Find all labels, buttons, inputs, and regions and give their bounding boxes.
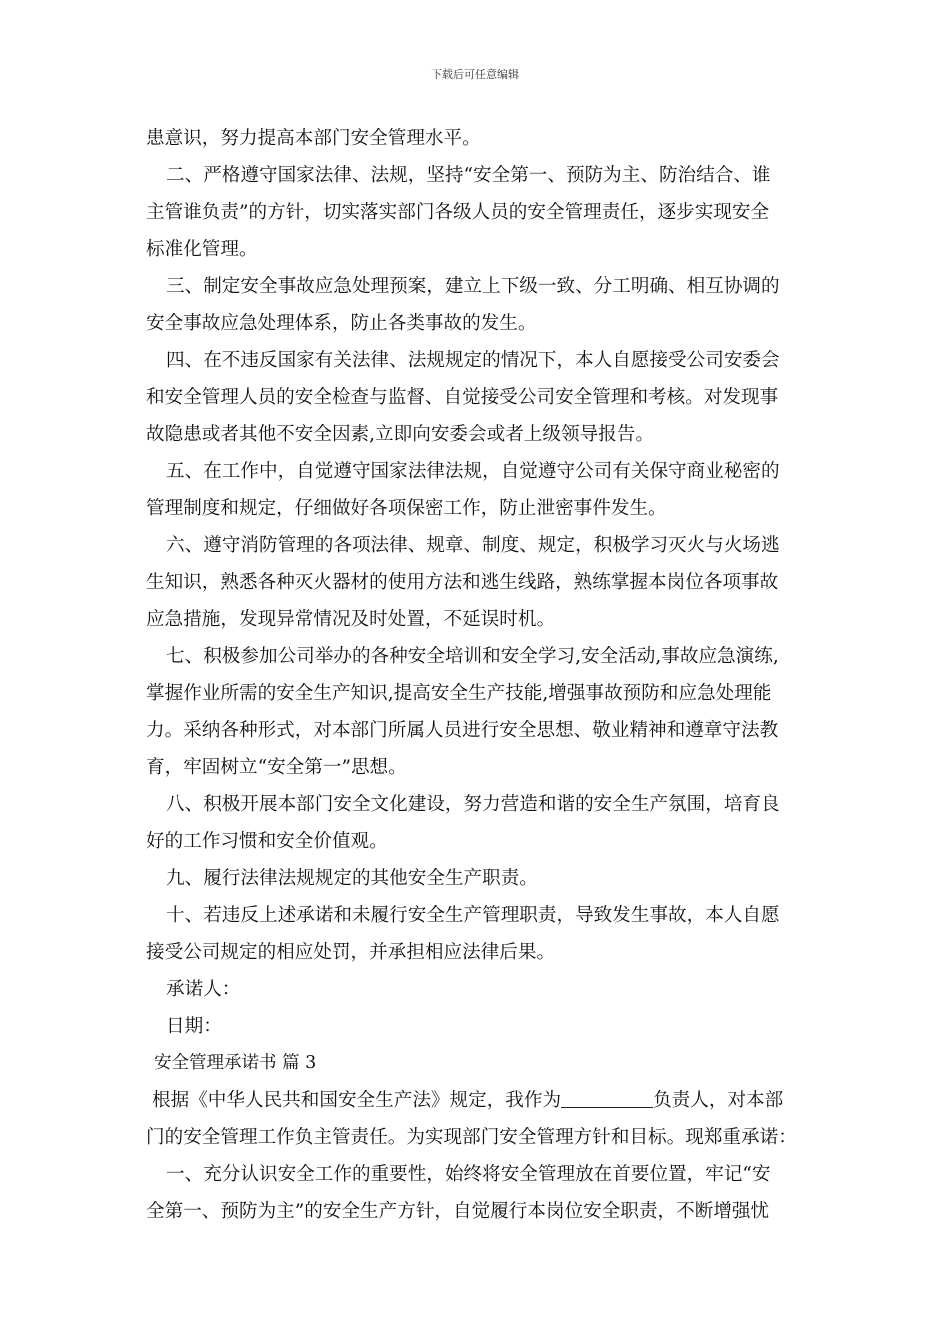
fill-in-line [146, 1082, 806, 1119]
text-line: 故隐患或者其他不安全因素,立即向安委会或者上级领导报告。 [146, 424, 654, 445]
text-line: 八、积极开展本部门安全文化建设，努力营造和谐的安全生产氛围，培育良 [166, 794, 780, 815]
text-line: 七、积极参加公司举办的各种安全培训和安全学习,安全活动,事故应急演练, [166, 646, 779, 667]
text-line: 五、在工作中，自觉遵守国家法律法规，自觉遵守公司有关保守商业秘密的 [166, 461, 780, 482]
text-line: 力。采纳各种形式，对本部门所属人员进行安全思想、敬业精神和遵章守法教 [146, 720, 779, 741]
text-line: 日期： [166, 1016, 222, 1037]
paragraph-block [146, 120, 806, 1082]
text-line: 二、严格遵守国家法律、法规，坚持“安全第一、预防为主、防治结合、谁 [166, 165, 771, 186]
text-line: 管理制度和规定，仔细做好各项保密工作，防止泄密事件发生。 [146, 498, 667, 519]
text-line: 应急措施，发现异常情况及时处置，不延误时机。 [146, 609, 556, 630]
fill-in-blank[interactable] [561, 1087, 653, 1108]
text-line: 标准化管理。 [146, 239, 258, 260]
fill-line-after: 负责人，对本部 [653, 1090, 784, 1111]
text-line: 生知识，熟悉各种灭火器材的使用方法和逃生线路，熟练掌握本岗位各项事故 [146, 572, 779, 593]
text-line: 育，牢固树立“安全第一”思想。 [146, 757, 407, 778]
text-line: 六、遵守消防管理的各项法律、规章、制度、规定，积极学习灭火与火场逃 [166, 535, 780, 556]
text-line: 十、若违反上述承诺和未履行安全生产管理职责，导致发生事故，本人自愿 [166, 905, 780, 926]
section-title: 安全管理承诺书 篇 3 [154, 1053, 317, 1073]
text-line: 安全事故应急处理体系，防止各类事故的发生。 [146, 313, 537, 334]
text-line: 九、履行法律法规规定的其他安全生产职责。 [166, 868, 538, 889]
page-header: 下载后可任意编辑 [431, 68, 519, 81]
text-line: 好的工作习惯和安全价值观。 [146, 831, 388, 852]
text-line: 承诺人： [166, 979, 241, 1000]
fill-line-before: 根据《中华人民共和国安全生产法》规定，我作为 [152, 1090, 562, 1111]
text-line: 全第一、预防为主”的安全生产方针，自觉履行本岗位安全职责，不断增强忧 [146, 1201, 770, 1222]
text-line: 三、制定安全事故应急处理预案，建立上下级一致、分工明确、相互协调的 [166, 276, 780, 297]
text-line: 四、在不违反国家有关法律、法规规定的情况下，本人自愿接受公司安委会 [166, 350, 780, 371]
paragraph-block-2 [146, 1119, 806, 1230]
text-line: 主管谁负责”的方针，切实落实部门各级人员的安全管理责任，逐步实现安全 [146, 202, 770, 223]
text-line: 门的安全管理工作负主管责任。为实现部门安全管理方针和目标。现郑重承诺： [146, 1127, 797, 1148]
text-line: 和安全管理人员的安全检查与监督、自觉接受公司安全管理和考核。对发现事 [146, 387, 779, 408]
text-line: 一、充分认识安全工作的重要性，始终将安全管理放在首要位置，牢记“安 [166, 1164, 771, 1185]
document-body [146, 120, 806, 1230]
text-line: 掌握作业所需的安全生产知识,提高安全生产技能,增强事故预防和应急处理能 [146, 683, 772, 704]
text-line: 接受公司规定的相应处罚，并承担相应法律后果。 [146, 942, 556, 963]
text-line: 患意识，努力提高本部门安全管理水平。 [146, 128, 481, 149]
